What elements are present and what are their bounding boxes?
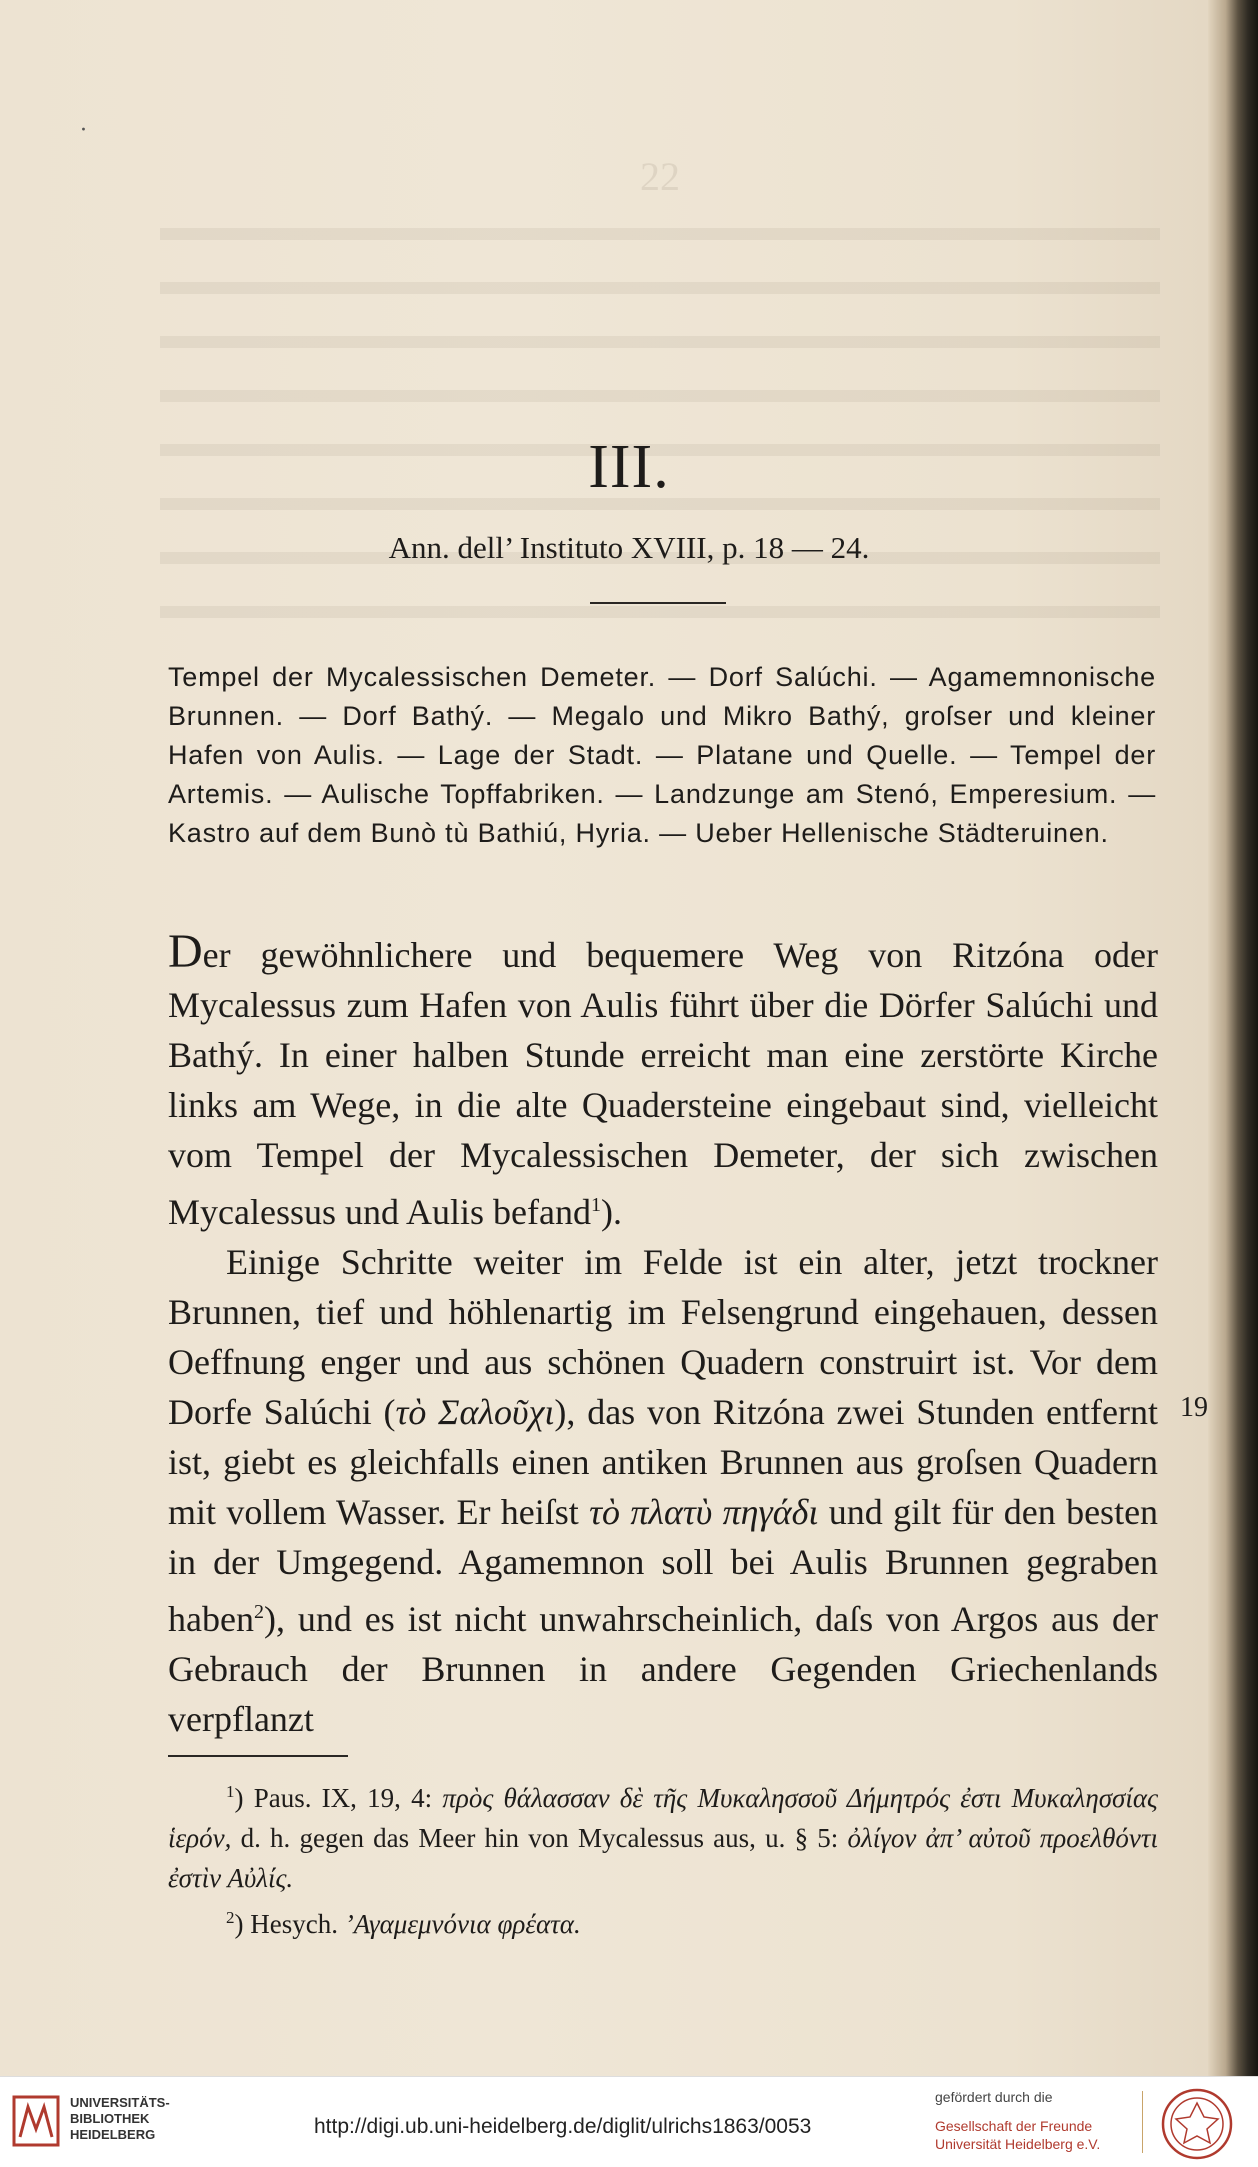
chapter-heading: III. xyxy=(588,433,670,501)
show-through-text xyxy=(160,150,680,204)
footer-divider xyxy=(1142,2091,1143,2153)
funded-by-label: gefördert durch die xyxy=(935,2089,1053,2105)
paragraph-1: Der gewöhnlichere und bequemere Weg von Ritzóna oder Mycalessus zum Hafen von Aulis führt über die Dörfer Salúchi und Bathý. In einer halben Stunde erreicht man eine zerstörte Kirche links am Wege, in die alte Quadersteine eingebaut sind, vielleicht vom Tempel der Mycalessischen Demeter, der sich zwischen Mycalessus und Aulis befand$^1$). xyxy=(168,925,1158,1232)
paragraph-2: Einige Schritte weiter im Felde ist ein alter, jetzt trockner Brunnen, tief und höhlenartig im Felsengrund eingehauen, dessen Oeffnung enger und aus schönen Quadern construirt ist. Vor dem Dorfe Salúchi (τὸ Σαλοῦχι), das von Ritzóna zwei Stunden entfernt ist, giebt es gleichfalls einen antiken Brunnen aus groſsen Quadern mit vollem Wasser. Er heiſst τὸ πλατὺ πηγάδι und gilt für den besten in der Umgegend. Agamemnon soll bei Aulis Brunnen gegraben haben$^2$), und es ist nicht unwahrscheinlich, daſs von Argos aus der Gebrauch der Brunnen in andere Gegenden Griechenlands verpflanzt xyxy=(168,1242,1159,1739)
footnote-1: $^1$) Paus. IX, 19, 4: πρὸς θάλασσαν δὲ τῆς Μυκαλησσοῦ Δήμητρός ἐστι Μυκαλησσίας ἱερόν, d. h. gegen das Meer hin von Mycalessus aus, u. § 5: ὀλίγον ἀπ’ αὐτοῦ προελθόντι ἐστὶν Αὐλίς. xyxy=(168,1782,1159,1893)
footnote-rule xyxy=(168,1755,348,1757)
footnote-ref-2: 2 xyxy=(253,1601,264,1623)
footnote-ref-1: 1 xyxy=(590,1194,601,1216)
chapter-summary: Tempel der Mycalessischen Demeter. — Dorf Salúchi. — Agamemnonische Brunnen. — Dorf Bathý. — Megalo und Mikro Bathý, groſser und kleiner Hafen von Aulis. — Lage der Stadt. — Platane und Quelle. — Tempel der Artemis. — Aulische Topffabriken. — Landzunge am Stenó, Emperesium. — Kastro auf dem Bunò tù Bathiú, Hyria. — Ueber Hellenische Städteruinen. xyxy=(168,662,1156,848)
permalink-url[interactable]: http://digi.ub.uni-heidelberg.de/diglit/ulrichs1863/0053 xyxy=(314,2115,812,2138)
footer-bar xyxy=(0,2076,1258,2167)
footnote-2: $^2$) Hesych. ’Αγαμεμνόνια φρέατα. xyxy=(226,1908,581,1939)
show-through-lines xyxy=(160,210,1160,630)
book-spine-shadow xyxy=(1208,0,1258,2076)
scan-speck: · xyxy=(80,118,87,143)
greek-term: τὸ Σαλοῦχι xyxy=(395,1392,555,1432)
university-seal-icon xyxy=(1160,2087,1234,2161)
source-reference: Ann. dell’ Instituto XVIII, p. 18 — 24. xyxy=(388,530,870,565)
footnotes xyxy=(168,1772,1158,1944)
library-name: UNIVERSITÄTS- BIBLIOTHEK HEIDELBERG xyxy=(70,2095,170,2142)
greek-term: τὸ πλατὺ πηγάδι xyxy=(589,1492,819,1532)
faint-page-number: 22 xyxy=(640,154,680,199)
main-text xyxy=(168,925,1159,1744)
ub-heidelberg-logo-icon xyxy=(12,2095,60,2147)
heading-rule xyxy=(590,602,726,604)
margin-page-number: 19 xyxy=(1180,1392,1208,1423)
drop-cap: D xyxy=(168,925,203,978)
society-name: Gesellschaft der Freunde Universität Heidelberg e.V. xyxy=(935,2118,1101,2152)
